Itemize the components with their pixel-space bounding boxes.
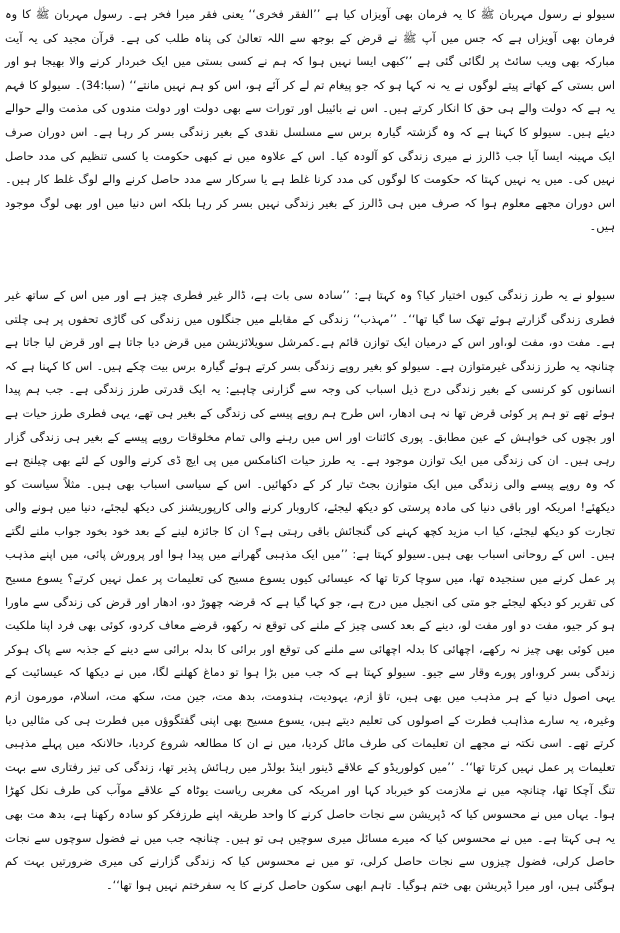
paragraph-1: سیولو نے رسول مہربان ﷺ کا یہ فرمان بھی آویزاں کیا ہے ’’الفقر فخری‘‘ یعنی فقر میرا فخر ہے۔ رسول مہربان ﷺ کا وہ فرمان بھی آویزاں ہے کہ جس میں آپ ﷺ نے قرض کے بوجھ سے اللہ تعالیٰ کی پناہ طلب کی ہے۔ قرآن مجید کی یہ آیت مبارکہ بھی ویب سائٹ پر لگائی گئی ہے ’’کبھی ایسا نہیں ہوا کہ ہم نے کسی بستی میں ایک خبردار کرنے والا بھیجا ہو اور اس بستی کے کھاتے پیتے لوگوں نے یہ نہ کہا ہو کہ جو پیغام تم لے کر آئے ہو، اس کو ہم نہیں مانتے‘‘ (سبا:34)۔ سیولو کا فہم یہ ہے کہ دولت والے ہی حق کا انکار کرتے ہیں۔ اس نے بائیبل اور تورات سے بھی دولت اور دولت مندوں کی مذمت والے حوالے دیئے ہیں۔ سیولو کا کہنا ہے کہ وہ گزشتہ گیارہ برس سے مسلسل نقدی کے بغیر زندگی بسر کر رہا ہے۔ اس دوران صرف ایک مہینہ ایسا آیا جب ڈالرز نے میری زندگی کو آلودہ کیا۔ اس کے علاوہ میں نے کبھی حکومت یا کسی تنظیم کی مدد حاصل نہیں کی۔ میں یہ نہیں کہتا کہ حکومت کا لوگوں کی مدد کرنا غلط ہے یا سرکار سے مدد حاصل کرنے والے لوگ غلط کار ہیں۔ اس دوران مجھے معلوم ہوا کہ صرف میں ہی ڈالرز کے بغیر زندگی نہیں بسر کر رہا بلکہ اس دنیا میں اور بھی لوگ موجود ہیں۔ <box>5 7 615 234</box>
article-page <box>5 3 615 929</box>
paragraph-gap <box>5 239 615 284</box>
paragraph-2: سیولو نے یہ طرز زندگی کیوں اختیار کیا؟ وہ کہتا ہے: ’’سادہ سی بات ہے، ڈالر غیر فطری چیز ہے اور میں اس کے ساتھ غیر فطری زندگی گزارتے ہوئے تھک سا گیا تھا‘‘۔ ’’مہذب‘‘ زندگی کے مقابلے میں جنگلوں میں زندگی کی گاڑی تحفوں پر ہی چلتی ہے۔ مفت دو، مفت لو،اور اس کے درمیان ایک توازن قائم ہے۔کمرشل سویلائزیشن میں قرض دیا جاتا ہے اور قرض لیا جاتا ہے چنانچہ یہ طرز زندگی غیرمتوازن ہے۔ سیولو کو بغیر روپے زندگی بسر کرتے ہوئے گیارہ برس بیت چکے ہیں۔ اس کا کہنا ہے کہ انسانوں کو کرنسی کے بغیر زندگی درج ذیل اسباب کی وجہ سے گزارنی چاہیے: یہ ایک قدرتی طرز زندگی ہے۔ جب ہم پیدا ہوئے تھے تو ہم پر کوئی قرض تھا نہ ہی ادھار، اس طرح ہم روپے پیسے کی زندگی کے بغیر ہی تھے، یہی فطری طرز حیات ہے اور بچوں کی خواہش کے عین مطابق۔ پوری کائنات اور اس میں رہنے والی تمام مخلوقات روپے پیسے کے بغیر ہی زندگی گزار رہی ہیں۔ ان کی زندگی میں ایک توازن موجود ہے۔ یہ طرز حیات اکنامکس میں پی ایچ ڈی کرنے والوں کے لئے بھی چیلنج ہے کہ وہ روپے پیسے والی زندگی میں ایک متوازن بجٹ تیار کر کے دکھائیں۔ اس کے سیاسی اسباب بھی ہیں۔ مثلاً سیاست کو دیکھئے! امریکہ اور باقی دنیا کی مادہ پرستی کو دیکھ لیجئے، کاروبار کرنے والی کارپوریشنز کی دیکھ لیجئے، دنیا میں ہونے والی تجارت کو دیکھ لیجئے، کیا اب مزید کچھ کہنے کی گنجائش باقی رہتی ہے؟ ان کا جائزہ لینے کے بعد خود بخود جواب ملنے لگتے ہیں۔ اس کے روحانی اسباب بھی ہیں۔سیولو کہتا ہے: ’’میں ایک مذہبی گھرانے میں پیدا ہوا اور پرورش پائی، میں اپنے مذہب پر عمل کرنے میں سنجیدہ تھا، میں سوچا کرتا تھا کہ عیسائی کیوں یسوع مسیح کی تعلیمات پر عمل نہیں کرتے؟ یسوع مسیح کی تقریر کو دیکھ لیجئے جو متی کی انجیل میں درج ہے، جو کہا گیا ہے کہ قرضہ چھوڑ دو، ادھار اور قرض کی زندگی سے ماورا ہو کر جیو، مفت دو اور مفت لو، دینے کے بعد کسی چیز کے ملنے کی توقع نہ رکھو، قرضے معاف کردو، کوئی بھی فرد اپنا ملکیت میں کوئی بھی چیز نہ رکھے، اچھائی کا بدلہ اچھائی سے ملنے کی توقع اور برائی کا بدلہ برائی سے دینے کے جذبہ سے پاک ہوکر زندگی بسر کرو،اور پورے وقار سے جیو۔ سیولو کہتا ہے کہ جب میں بڑا ہوا تو دماغ کھلنے لگا، میں نے دیکھا کہ عیسائیت کے یہی اصول دنیا کے ہر مذہب میں بھی ہیں، تاؤ ازم، یہودیت، ہندومت، بدھ مت، جین مت، سکھ مت، اسلام، مورمون ازم وغیرہ، یہ سارے مذاہب فطرت کے اصولوں کی تعلیم دیتے ہیں، یسوع مسیح بھی اپنی گفتگوؤں میں فطرت ہی کی مثالیں دیا کرتے تھے۔ اسی نکتہ نے مجھے ان تعلیمات کی طرف مائل کردیا، میں نے ان کا مطالعہ شروع کردیا، حالانکہ میں پہلے مذہبی تعلیمات پر عمل نہیں کرتا تھا‘‘۔ ’’میں کولوریڈو کے علاقے ڈینور اینڈ بولڈر میں رہائش پذیر تھا، زندگی کی تیز رفتاری سے بہت تنگ آچکا تھا، چنانچہ میں نے ملازمت کو خیرباد کہا اور امریکہ کی مغربی ریاست یوٹاہ کے علاقے موآب کی طرف نکل کھڑا ہوا۔ یہاں میں نے محسوس کیا کہ ڈپریشن سے نجات حاصل کرنے کا واحد طریقہ اپنے طرزفکر کو سادہ رکھنا ہے، بدھ مت بھی یہ ہی کہتا ہے۔ میں نے محسوس کیا کہ میرے مسائل میری سوچیں ہی تو ہیں۔ چنانچہ جب میں نے فضول سوچوں سے نجات حاصل کرلی، فضول چیزوں سے نجات حاصل کرلی، تو میں نے محسوس کیا کہ زندگی گزارنے کی میری ضرورتیں بہت کم ہوگئی ہیں، اور میرا ڈپریشن بھی ختم ہوگیا۔ تاہم ابھی سکون حاصل کرنے کا یہ سفرختم نہیں ہوا تھا‘‘۔ <box>5 287 615 892</box>
